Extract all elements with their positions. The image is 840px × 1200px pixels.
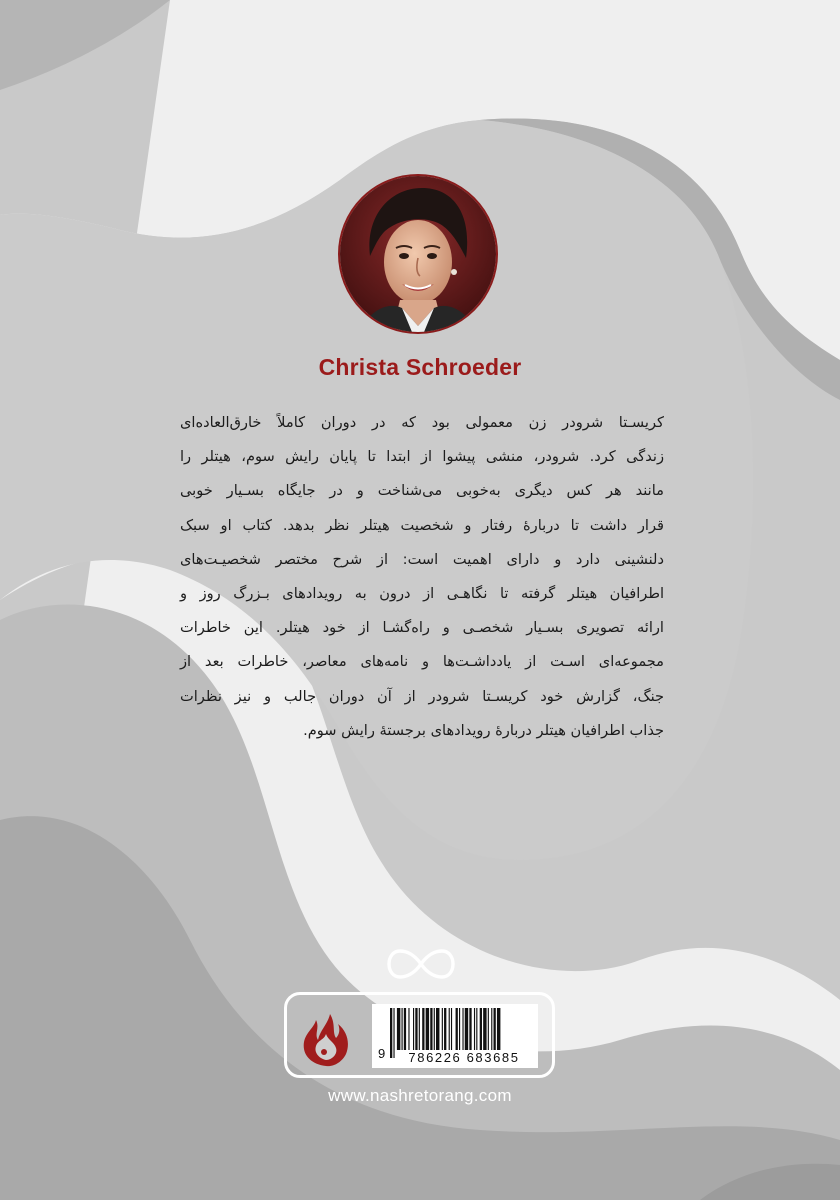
barcode-bar [488,1008,489,1052]
barcode-bar [426,1008,429,1052]
barcode-bar [459,1008,460,1052]
barcode-bar [393,1008,394,1058]
publisher-website[interactable]: www.nashretorang.com [328,1086,512,1105]
barcode-bar [436,1008,439,1052]
description-line: مانند هر کس دیگری به‌خوبی می‌شناخت و در جایگاه بسـیار خوبی [180,482,664,500]
description-line: زندگی کرد. شرودر، منشی پیشوا از ابتدا تا پایان رایش سوم، هیتلر را [180,448,664,466]
barcode-bar [434,1008,435,1052]
author-portrait [338,174,498,334]
barcode-bar [462,1008,463,1052]
barcode-bar [404,1008,406,1052]
barcode-bar [449,1008,450,1052]
barcode-bar [419,1008,420,1052]
barcode-bar [408,1008,409,1052]
infinity-icon [386,946,456,982]
description-line: ارائه تصویری بسـیار شخصـی و راه‌گشـا از خود هیتلر. این خاطرات [180,619,664,637]
barcode-bar [476,1008,477,1052]
barcode-bar [430,1008,432,1052]
description-line: جنگ، گزارش خود کریسـتا شرودر از آن دوران جالب و نیز نظرات [180,687,664,705]
barcode-bar [483,1008,486,1052]
barcode-bar [397,1008,400,1052]
barcode-bar [491,1008,492,1052]
description-line: قرار داشت تا دربارهٔ رفتار و شخصیت هیتلر نظر بدهد. کتاب او سبک [180,516,664,534]
barcode-bar [402,1008,403,1052]
publisher-logo-icon [300,1010,352,1068]
barcode-bar [422,1008,424,1052]
description-line: مجموعه‌ای اسـت از یادداشـت‌ها و نامه‌های معاصر، خاطرات بعد از [180,653,664,671]
barcode-bar [451,1008,452,1052]
barcode-bar [469,1008,471,1052]
description-line: کریسـتا شرودر زن معمولی بود که در دوران کاملاً خارق‌العاده‌ای [180,414,664,431]
barcode-bar [480,1008,482,1052]
description-line: جذاب اطرافیان هیتلر دربارهٔ رویدادهای برجستهٔ رایش سوم. [303,721,664,739]
book-description [180,406,664,748]
barcode-bar [474,1008,475,1052]
description-line: دلنشینی دارد و دارای اهمیت است: از شرح مختصر شخصیـت‌های [180,550,664,568]
barcode-bar [456,1008,458,1052]
barcode-bar [465,1008,468,1052]
isbn-prefix: 9 [378,1046,386,1061]
author-name: Christa Schroeder [318,354,522,380]
description-line: اطرافیان هیتلر گرفته تا نگاهـی از درون به رویدادهای بـزرگ روز و [180,584,664,602]
isbn-number: 786226 683685 [396,1050,532,1066]
barcode-bar [390,1008,392,1058]
barcode-bar [413,1008,414,1052]
barcode-bar [442,1008,443,1052]
barcode-bar [415,1008,417,1052]
